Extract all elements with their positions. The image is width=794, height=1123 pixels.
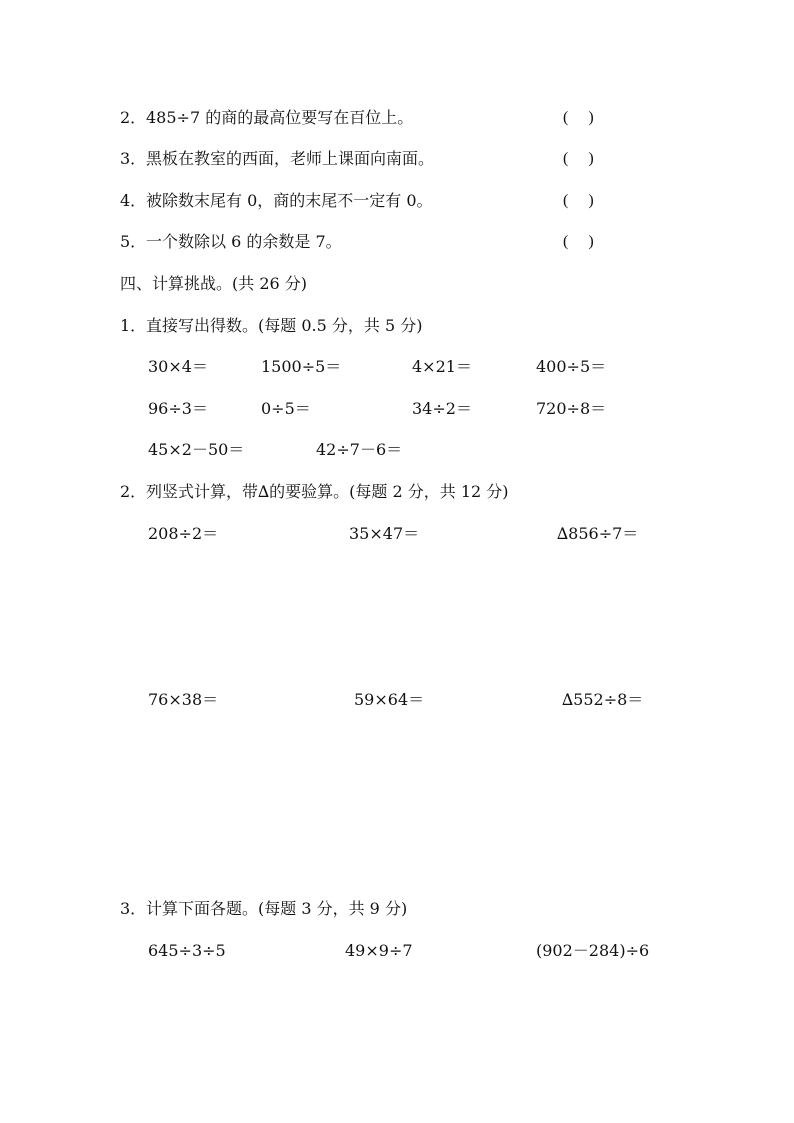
question-number: 3． xyxy=(120,899,147,918)
stepwise-problem: 49×9÷7 xyxy=(345,941,413,960)
vertical-problem: ∆552÷8＝ xyxy=(562,690,644,709)
section-title: 四、计算挑战。(共 26 分) xyxy=(120,274,308,293)
stepwise-problem: (902－284)÷6 xyxy=(536,941,650,960)
question-title: 直接写出得数。(每题 0.5 分，共 5 分) xyxy=(146,316,423,335)
item-number: 4． xyxy=(120,191,147,210)
answer-bracket[interactable]: ( ) xyxy=(563,109,594,126)
vertical-problem: 59×64＝ xyxy=(354,690,425,709)
question-title: 列竖式计算，带∆的要验算。(每题 2 分，共 12 分) xyxy=(146,482,509,501)
item-text: 被除数末尾有 0，商的末尾不一定有 0。 xyxy=(146,191,433,210)
question-number: 2． xyxy=(120,482,147,501)
item-text: 485÷7 的商的最高位要写在百位上。 xyxy=(146,108,414,127)
vertical-problem: 208÷2＝ xyxy=(148,524,219,543)
oral-problem: 720÷8＝ xyxy=(536,399,607,418)
answer-bracket[interactable]: ( ) xyxy=(563,233,594,250)
oral-problem: 1500÷5＝ xyxy=(261,357,342,376)
oral-problem: 30×4＝ xyxy=(148,357,208,376)
oral-problem: 4×21＝ xyxy=(412,357,472,376)
item-number: 3． xyxy=(120,149,147,168)
oral-problem: 96÷3＝ xyxy=(148,399,208,418)
item-text: 一个数除以 6 的余数是 7。 xyxy=(146,232,342,251)
oral-problem: 34÷2＝ xyxy=(412,399,472,418)
answer-bracket[interactable]: ( ) xyxy=(563,192,594,209)
oral-problem: 400÷5＝ xyxy=(536,357,607,376)
item-number: 2． xyxy=(120,108,147,127)
oral-problem: 0÷5＝ xyxy=(261,399,311,418)
vertical-problem: ∆856÷7＝ xyxy=(557,524,639,543)
item-text: 黑板在教室的西面，老师上课面向南面。 xyxy=(146,149,435,168)
oral-problem: 45×2－50＝ xyxy=(148,440,245,459)
oral-problem: 42÷7－6＝ xyxy=(316,440,403,459)
item-number: 5． xyxy=(120,232,147,251)
vertical-problem: 76×38＝ xyxy=(148,690,219,709)
question-title: 计算下面各题。(每题 3 分，共 9 分) xyxy=(146,899,408,918)
vertical-problem: 35×47＝ xyxy=(349,524,420,543)
question-number: 1． xyxy=(120,316,147,335)
answer-bracket[interactable]: ( ) xyxy=(563,150,594,167)
stepwise-problem: 645÷3÷5 xyxy=(148,941,226,960)
